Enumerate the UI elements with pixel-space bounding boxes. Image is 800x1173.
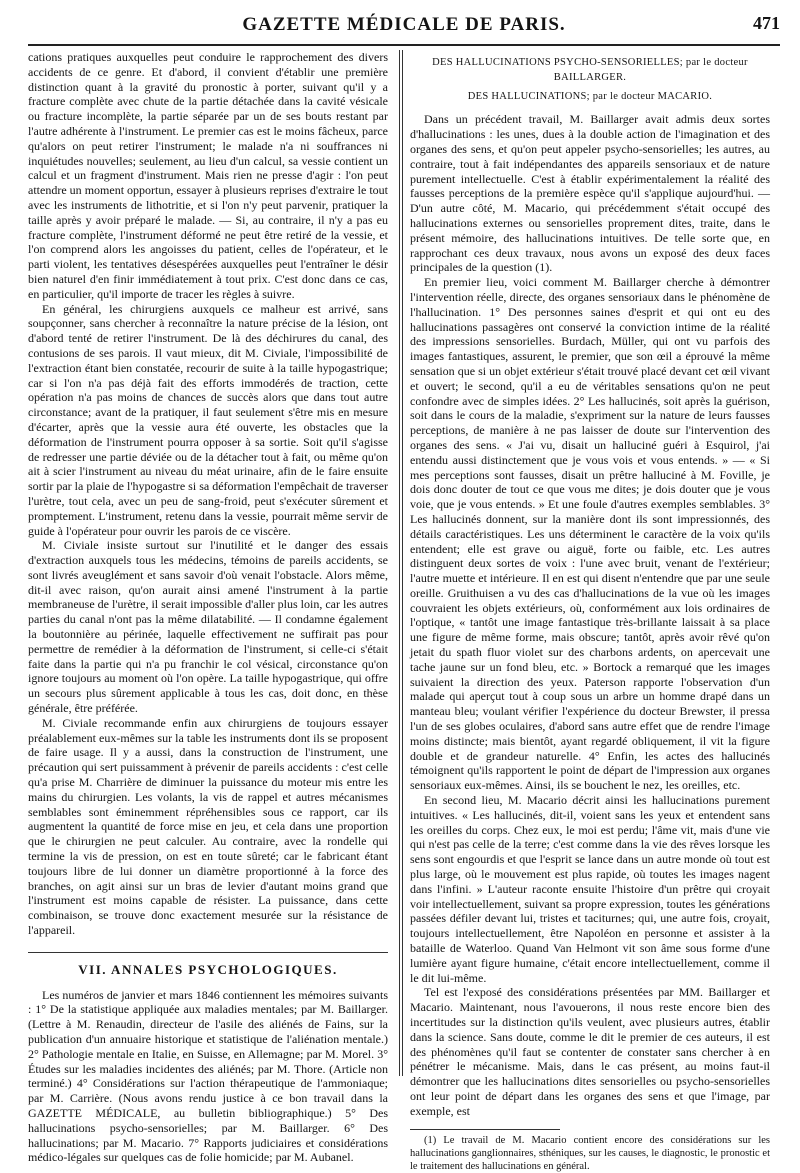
header-rule xyxy=(28,44,780,46)
footnote: (1) Le travail de M. Macario contient encore des considérations sur les hallucinations ganglionnaires, sthéniques, sur les causes, le diagnostic, le pronostic et le traitement des hallucinations en général. xyxy=(410,1134,770,1172)
paragraph: Dans un précédent travail, M. Baillarger avait admis deux sortes d'hallucinations : les unes, dues à la double action de l'imagination et des organes des sens, et qu'on peut appeler psycho-sensorielles; les autres, au contraire, tout à fait indépendantes des appareils sensoriaux et de nature purement intellectuelle. C'est à établir expérimentalement la réalité des fausses perceptions de la première espèce qu'il s'applique aujourd'hui. — D'un autre côté, M. Macario, qui précédemment s'était occupé des hallucinations externes ou sensorielles proprement dites, traite, dans le présent mémoire, des hallucinations intuitives. De telle sorte que, en rapprochant ces deux travaux, nous avons un exposé des deux faces principales de la question (1). xyxy=(410,112,770,275)
journal-title: GAZETTE MÉDICALE DE PARIS. xyxy=(242,14,566,35)
paragraph: M. Civiale recommande enfin aux chirurgiens de toujours essayer préalablement eux-mêmes sur la table les instruments dont ils se proposent de faire usage. Il y a aussi, dans la construction de l'instrument, une précaution qui sert puissamment à prévenir de pareils accidents : c'est celle qu'a prise M. Charrière de diminuer la puissance du moteur mis entre les mains du chirurgien. Les volants, la vis de rappel et autres mécanismes semblables sont éminemment répréhensibles sous ce rapport, car ils augmentent la quantité de force mise en jeu, et cela dans une proportion que le chirurgien ne peut calculer. Au contraire, avec la rondelle qui termine la vis de pression, on est en toute sûreté; car le fabricant étant toujours libre de lui donner un diamètre proportionné à la force des branches, on agit ainsi sur un bras de levier d'autant moins grand que l'instrument est moins capable de résister. La puissance, dans cette combinaison, se trouve donc exactement mesurée sur la résistance de l'appareil. xyxy=(28,715,388,938)
footnote-rule xyxy=(410,1129,560,1130)
article-subhead: DES HALLUCINATIONS PSYCHO-SENSORIELLES; par le docteur BAILLARGER. xyxy=(432,57,748,83)
paragraph: Les numéros de janvier et mars 1846 contiennent les mémoires suivants : 1° De la statistique appliquée aux maladies mentales; par M. Baillarger. (Lettre à M. Renaudin, directeur de l'asile des aliénés de Fains, sur la publication d'un annuaire historique et statistique de l'aliénation mentale.) 2° Pathologie mentale en Italie, en Suisse, en Allemagne; par M. Morel. 3° Études sur les maladies incidentes des aliénés; par M. Thore. (Article non terminé.) 4° Considérations sur l'action thérapeutique de l'ammoniaque; par M. Carrière. (Nous avons rendu justice à ce bon travail dans la GAZETTE MÉDICALE, au bulletin bibliographique.) 5° Des hallucinations psycho-sensorielles; par M. Baillarger. 6° Des hallucinations; par M. Macario. 7° Rapports judiciaires et considérations médico-légales sur quelques cas de folie homicide; par M. Aubanel. xyxy=(28,987,388,1165)
column-divider xyxy=(399,50,400,1076)
paragraph: cations pratiques auxquelles peut conduire le rapprochement des divers accidents de ce genre. Et d'abord, il convient d'établir une première distinction quant à la gravité du pronostic à porter, suivant qu'il y a fracture complète avec chute de la partie détachée dans la cavité vésicale ou fracture incomplète, la partie séparée par un de ses bouts restant par l'autre adhérente à l'instrument. Le premier cas est le moins fâcheux, parce qu'alors on peut retirer l'instrument; le malade n'a ni souffrances ni inquiétudes nouvelles; seulement, au lieu d'un calcul, sa vessie contient un calcul et un fragment d'instrument. Mais rien ne presse d'agir : l'on peut attendre un moment opportun, essayer à plusieurs reprises d'extraire le tout avec les instruments de lithotritie, et si l'on n'y peut parvenir, pratiquer la taille après y avoir préparé le malade. — Si, au contraire, il n'y a pas eu fracture complète, l'instrument déformé ne peut être retiré de la vessie, et l'on comprend alors les angoisses du patient, celles de l'opérateur, et le parti violent, les tentatives désespérées auxquelles peut l'entraîner le désir bien naturel d'en finir immédiatement à tout prix. C'est donc dans ce cas, en particulier, qu'il importe de tracer les règles à suivre. xyxy=(28,50,388,301)
column-divider xyxy=(402,50,403,1076)
paragraph: En premier lieu, voici comment M. Baillarger cherche à démontrer l'intervention réelle, directe, des organes sensoriaux dans le phénomène de l'hallucination. 1° Des personnes saines d'esprit et qui ont eu des hallucinations passagères ont conservé la conviction intime de la réalité des impressions sensorielles. Burdach, Müller, qui ont vu parfois des images fantastiques, assurent, le premier, que son œil a éprouvé la même sensation que si un objet extérieur s'était trouvé placé devant cet œil vivant et ouvert; le second, qu'il a eu de véritables sensations qu'on ne peut confondre avec de simples idées. 2° Les hallucinés, soit après la guérison, soit dans le cours de la maladie, s'expriment sur la nature de leurs fausses perceptions, de manière à ne pas laisser de doute sur l'intervention des organes des sens. « J'ai vu, disait un halluciné guéri à Esquirol, j'ai entendu aussi distinctement que je vous vois et vous entends. » — « Si mes perceptions sont fausses, disait un prêtre halluciné à M. Foville, je dois donc douter de tout ce que vous me dites; je dois douter que je vous voie, que je vous entends. » Et une foule d'autres exemples semblables. 3° Les hallucinés donnent, sur la manière dont ils sont impressionnés, des détails caractéristiques. Les uns déterminent le caractère de la voix qu'ils entendent; elle est grave ou aiguë, forte ou faible, etc. Les autres distinguent deux sortes de voix : l'une avec bruit, venant de l'extérieur; l'autre muette et intérieure. Il en est qui disent n'entendre que par une seule oreille. Gruithuisen a vu des cas d'hallucinations de la vue où les images couvraient les objets extérieurs, où, conformément aux lois ordinaires de l'optique, « tantôt une image fantastique très-brillante laissait à sa place une figure de même forme, mais obscure; tantôt, après avoir rêvé qu'on jetait du spath fluor violet sur des charbons ardents, on apercevait une tache jaune sur un fond bleu, etc. » Bortock a remarqué que les images suivaient la direction des yeux. Paterson rapporte l'observation d'un malade qui aperçut tout à coup sous un arbre un homme drapé dans un manteau bleu; voulant vérifier l'expérience du docteur Brewster, il pressa l'un de ses globes oculaires, d'abord sans autre effet que de rendre l'image moins distincte; mais bientôt, ayant regardé obliquement, il vit la figure double et de grandeur naturelle. 4° Enfin, les actes des hallucinés témoignent qu'ils rapportent le point de départ de l'impression aux organes sensoriaux eux-mêmes. Ainsi, ils se bouchent le nez, les oreilles, etc. xyxy=(410,275,770,793)
paragraph: M. Civiale insiste surtout sur l'inutilité et le danger des essais d'extraction auxquels tous les médecins, témoins de pareils accidents, se sont livrés aveuglément et sans savoir d'où venait l'obstacle. Alors même, dit-il avec raison, qu'on aurait ainsi amené l'instrument à la partie membraneuse de l'urètre, il serait impossible d'aller plus loin, car les autres parties du canal n'ont pas la même dilatabilité. — Il condamne également la boutonnière au périnée, laquelle effectivement ne suffirait pas pour permettre de remédier à la déformation de l'instrument, si celle-ci s'était faite dans la partie qui n'a pu franchir le col vésical, circonstance qu'on ignore toujours au moment où l'on opère. La taille hypogastrique, qui offre un secours plus sûrement applicable à tous les cas, doit donc, en thèse générale, être préférée. xyxy=(28,538,388,716)
left-column xyxy=(28,50,388,1165)
right-column xyxy=(410,50,770,1172)
page-header xyxy=(28,14,780,40)
paragraph: En général, les chirurgiens auxquels ce malheur est arrivé, sans soupçonner, sans chercher à reconnaître la nature précise de la lésion, ont d'abord tenté de retirer l'instrument. De là des déchirures du canal, des contusions de ses parois. Il vaut mieux, dit M. Civiale, l'impossibilité de l'extraction étant bien constatée, recourir de suite à la taille hypogastrique; car si l'on n'a pas déjà fait des efforts immodérés de traction, cette opération n'a pas moins de chances de succès alors que dans tout autre circonstance; avant de la pratiquer, il faut seulement s'être mis en mesure d'écarter, après que la vessie aura été ouverte, les obstacles que la déformation de l'instrument pourra opposer à sa sortie. Soit qu'il s'agisse de redresser une partie déviée ou de la détacher tout à fait, ou même qu'on ait à scier l'instrument au niveau du méat urinaire, afin de le faire ensuite sortir par la plaie de l'hypogastre si sa déformation l'empêchait de traverser l'urètre, tout cela, avec un peu de sang-froid, peut s'exécuter sûrement et promptement. L'instrument, retenu dans la vessie, pourrait même servir de guide à l'opérateur pour ouvrir les parois de ce viscère. xyxy=(28,301,388,538)
paragraph: Tel est l'exposé des considérations présentées par MM. Baillarger et Macario. Maintenant, nous l'avouerons, il nous reste encore bien des incertitudes sur la distinction qu'ils veulent, avec plusieurs autres, établir dans la science. Sans doute, comme le dit le premier de ces auteurs, il est des phénomènes qu'il faut se contenter de constater sans chercher à en pénétrer le mécanisme. Mais, dans le cas présent, au moins faut-il démontrer que les hallucinations dites sensorielles ou psycho-sensorielles ont leur point de départ dans les organes des sens et que l'image, par exemple, est xyxy=(410,985,770,1118)
page-number: 471 xyxy=(753,13,780,33)
article-subhead: DES HALLUCINATIONS; par le docteur MACARIO. xyxy=(467,90,713,102)
paragraph: En second lieu, M. Macario décrit ainsi les hallucinations purement intuitives. « Les hallucinés, dit-il, voient sans les yeux et entendent sans les oreilles du corps. Chez eux, le moi est perdu; l'âme vit, mais d'une vie qui n'est pas celle de la terre; c'est comme dans la vie des rêves lorsque les sens sont engourdis et que l'esprit se lance dans un autre monde où tout est plus large, où le mouvement est plus rapide, où toutes les images nagent dans l'infini. » L'auteur raconte ensuite l'histoire d'un prêtre qui croyait voir intellectuellement, suivant sa propre expression, toutes les générations passées défiler devant lui, tristes et taciturnes; qui, une autre fois, croyait, toujours intellectuellement, être Napoléon en personne et assister à la bataille de Waterloo. Quand Van Helmont vit son âme sous forme d'une lumière ayant figure humaine, c'était encore intellectuellement, comme il le dit lui-même. xyxy=(410,793,770,985)
section-title: VII. ANNALES PSYCHOLOGIQUES. xyxy=(28,952,388,978)
